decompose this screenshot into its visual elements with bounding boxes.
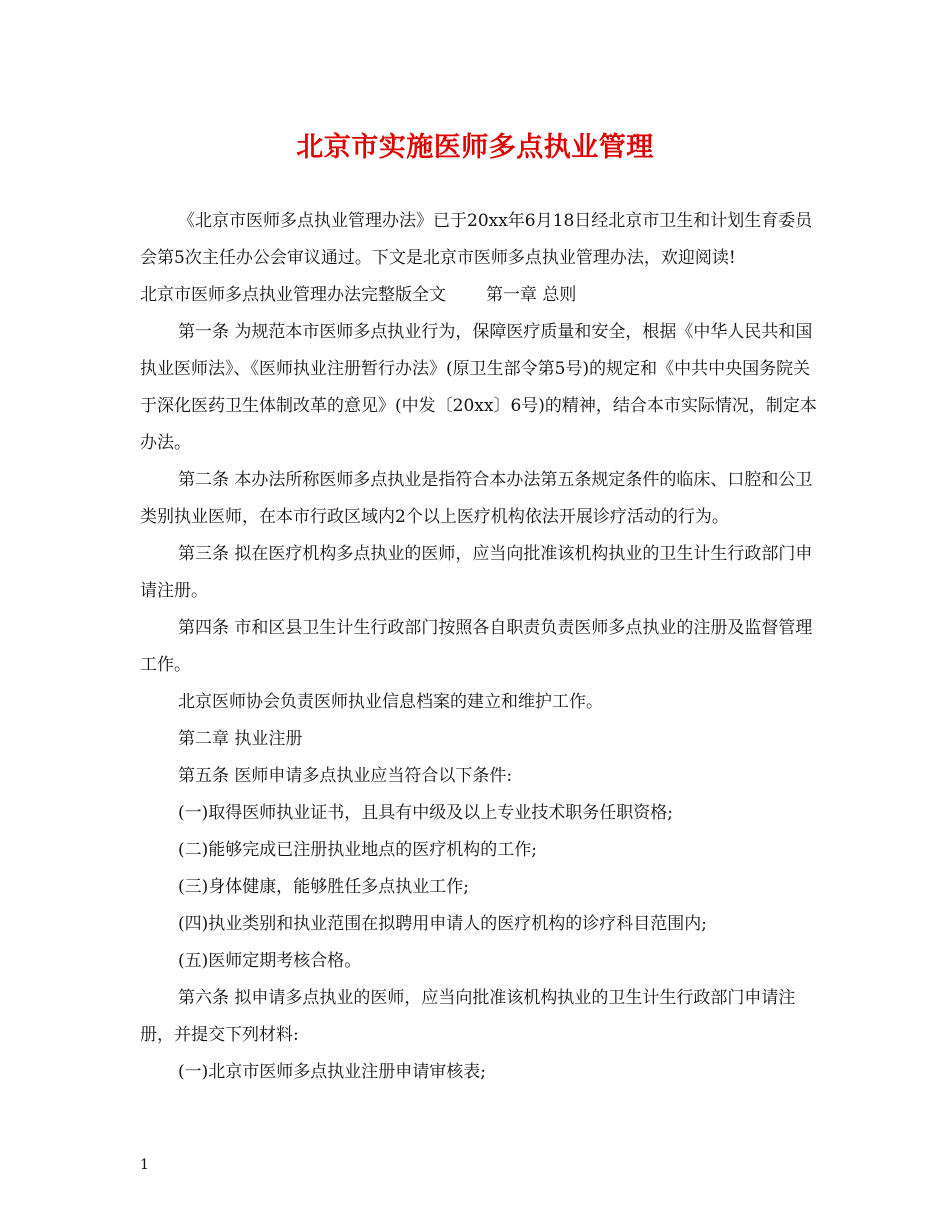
article-5: 第五条 医师申请多点执业应当符合以下条件: [178,766,513,786]
article-1: 第一条 为规范本市医师多点执业行为，保障医疗质量和安全，根据《中华人民共和国执业医师法》、《医师执业注册暂行办法》(原卫生部令第5号)的规定和《中共中央国务院关于深化医药卫生体制改革的意见》(中发〔20xx〕6号)的精神，结合本市实际情况，制定本办法。 [140,322,817,453]
material-item: (一)北京市医师多点执业注册申请审核表; [178,1062,486,1082]
document-body [140,203,818,1091]
article-6: 第六条 拟申请多点执业的医师，应当向批准该机构执业的卫生计生行政部门申请注册，并提交下列材料: [140,988,796,1045]
condition-item: (三)身体健康，能够胜任多点执业工作; [178,877,469,897]
intro-paragraph: 《北京市医师多点执业管理办法》已于20xx年6月18日经北京市卫生和计划生育委员会第5次主任办公会审议通过。下文是北京市医师多点执业管理办法，欢迎阅读! [140,211,813,268]
heading-line [140,277,818,314]
condition-item: (一)取得医师执业证书，且具有中级及以上专业技术职务任职资格; [178,803,673,823]
condition-item: (五)医师定期考核合格。 [178,951,362,971]
chapter-one-heading: 第一章 总则 [486,285,577,305]
chapter-two-heading: 第二章 执业注册 [178,729,303,749]
condition-item: (四)执业类别和执业范围在拟聘用申请人的医疗机构的诊疗科目范围内; [178,914,707,934]
article-2: 第二条 本办法所称医师多点执业是指符合本办法第五条规定条件的临床、口腔和公卫类别执业医师，在本市行政区域内2个以上医疗机构依法开展诊疗活动的行为。 [140,470,813,527]
condition-item: (二)能够完成已注册执业地点的医疗机构的工作; [178,840,537,860]
full-text-heading: 北京市医师多点执业管理办法完整版全文 [140,285,446,305]
page-number: 1 [140,1157,149,1173]
association-paragraph: 北京医师协会负责医师执业信息档案的建立和维护工作。 [178,692,603,712]
document-title: 北京市实施医师多点执业管理 [296,132,654,163]
article-4: 第四条 市和区县卫生计生行政部门按照各自职责负责医师多点执业的注册及监督管理工作。 [140,618,813,675]
article-3: 第三条 拟在医疗机构多点执业的医师，应当向批准该机构执业的卫生计生行政部门申请注册。 [140,544,813,601]
